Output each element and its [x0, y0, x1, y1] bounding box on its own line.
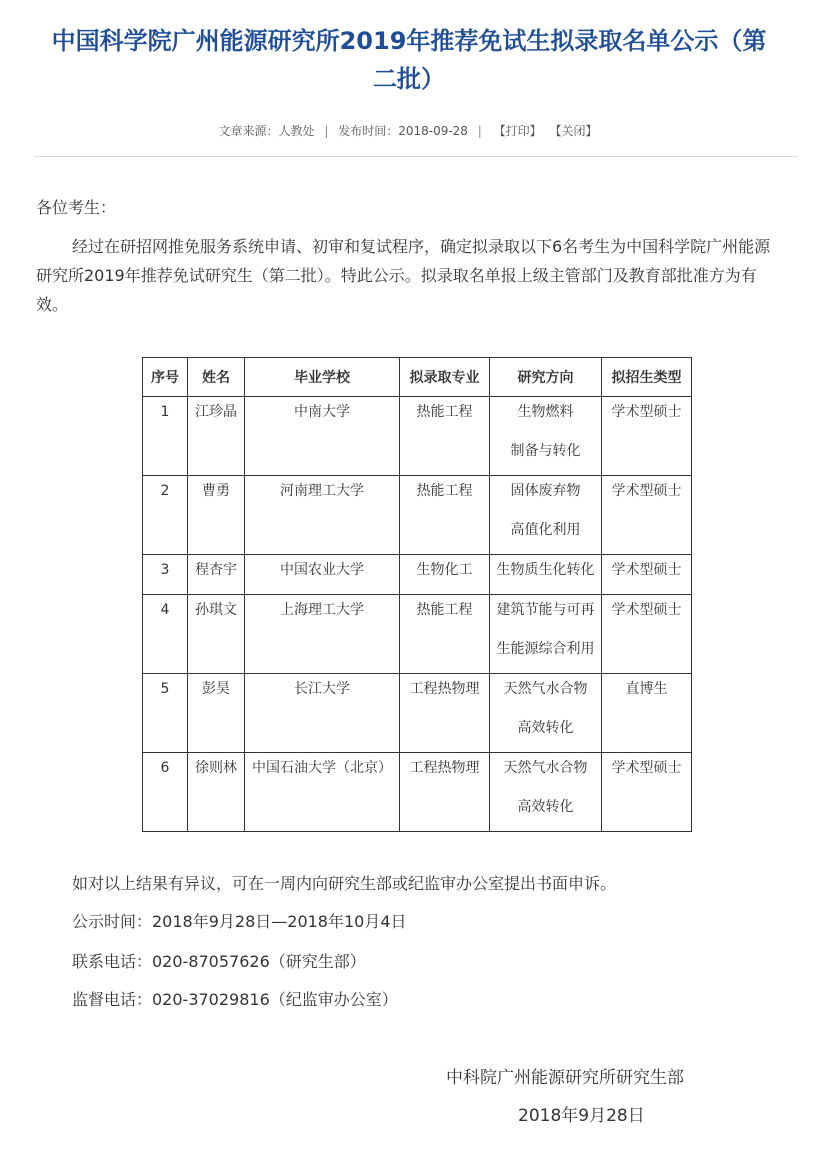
contact-phone: 联系电话：020-87057626（研究生部）	[72, 952, 366, 971]
table-row	[143, 476, 692, 555]
cell-name: 孙琪文	[188, 595, 245, 674]
table-row	[143, 397, 692, 476]
cell-direction: 生物质生化转化	[490, 555, 602, 595]
article-source: 文章来源：人教处	[218, 124, 315, 138]
cell-name: 徐则林	[188, 753, 245, 832]
cell-direction: 建筑节能与可再 生能源综合利用	[490, 595, 602, 674]
cell-name: 曹勇	[188, 476, 245, 555]
cell-school: 长江大学	[245, 674, 400, 753]
cell-type: 学术型硕士	[602, 555, 692, 595]
cell-direction: 天然气水合物 高效转化	[490, 753, 602, 832]
cell-name: 程杏宇	[188, 555, 245, 595]
cell-school: 上海理工大学	[245, 595, 400, 674]
cell-direction: 固体废弃物 高值化利用	[490, 476, 602, 555]
publicity-period: 公示时间：2018年9月28日—2018年10月4日	[72, 912, 407, 931]
cell-no: 2	[143, 476, 188, 555]
print-link[interactable]: 【打印】	[493, 124, 542, 138]
objection-notice: 如对以上结果有异议，可在一周内向研究生部或纪监审办公室提出书面申诉。	[72, 874, 617, 893]
header-major: 拟录取专业	[400, 358, 490, 397]
article-meta	[0, 122, 818, 139]
cell-name: 江珍晶	[188, 397, 245, 476]
cell-type: 学术型硕士	[602, 476, 692, 555]
title-divider	[34, 156, 798, 157]
cell-school: 中南大学	[245, 397, 400, 476]
announcement-body: 经过在研招网推免服务系统申请、初审和复试程序，确定拟录取以下6名考生为中国科学院广州能源研究所2019年推荐免试研究生（第二批）。特此公示。拟录取名单报上级主管部门及教育部批准方为有效。	[36, 237, 771, 314]
cell-no: 1	[143, 397, 188, 476]
table-row	[143, 595, 692, 674]
cell-major: 生物化工	[400, 555, 490, 595]
header-school: 毕业学校	[245, 358, 400, 397]
meta-separator: |	[324, 124, 329, 138]
cell-type: 学术型硕士	[602, 397, 692, 476]
header-no: 序号	[143, 358, 188, 397]
cell-school: 中国石油大学（北京）	[245, 753, 400, 832]
cell-no: 5	[143, 674, 188, 753]
cell-major: 热能工程	[400, 595, 490, 674]
cell-type: 学术型硕士	[602, 595, 692, 674]
cell-major: 热能工程	[400, 397, 490, 476]
meta-separator: |	[477, 124, 482, 138]
admission-table	[142, 357, 692, 832]
cell-major: 工程热物理	[400, 674, 490, 753]
article-title: 中国科学院广州能源研究所2019年推荐免试生拟录取名单公示（第二批）	[51, 27, 767, 93]
supervision-phone: 监督电话：020-37029816（纪监审办公室）	[72, 990, 398, 1009]
table-header-row	[143, 358, 692, 397]
cell-type: 直博生	[602, 674, 692, 753]
table-row	[143, 555, 692, 595]
cell-no: 3	[143, 555, 188, 595]
cell-school: 河南理工大学	[245, 476, 400, 555]
cell-school: 中国农业大学	[245, 555, 400, 595]
cell-name: 彭昊	[188, 674, 245, 753]
cell-type: 学术型硕士	[602, 753, 692, 832]
header-name: 姓名	[188, 358, 245, 397]
signature-org: 中科院广州能源研究所研究生部	[446, 1068, 684, 1088]
cell-no: 6	[143, 753, 188, 832]
header-type: 拟招生类型	[602, 358, 692, 397]
article-publish-time: 发布时间：2018-09-28	[338, 124, 468, 138]
signature-date: 2018年9月28日	[518, 1106, 645, 1126]
cell-direction: 天然气水合物 高效转化	[490, 674, 602, 753]
cell-direction: 生物燃料 制备与转化	[490, 397, 602, 476]
cell-no: 4	[143, 595, 188, 674]
table-row	[143, 753, 692, 832]
table-row	[143, 674, 692, 753]
close-link[interactable]: 【关闭】	[549, 124, 598, 138]
cell-major: 热能工程	[400, 476, 490, 555]
cell-major: 工程热物理	[400, 753, 490, 832]
salutation: 各位考生：	[36, 198, 117, 217]
header-direction: 研究方向	[490, 358, 602, 397]
